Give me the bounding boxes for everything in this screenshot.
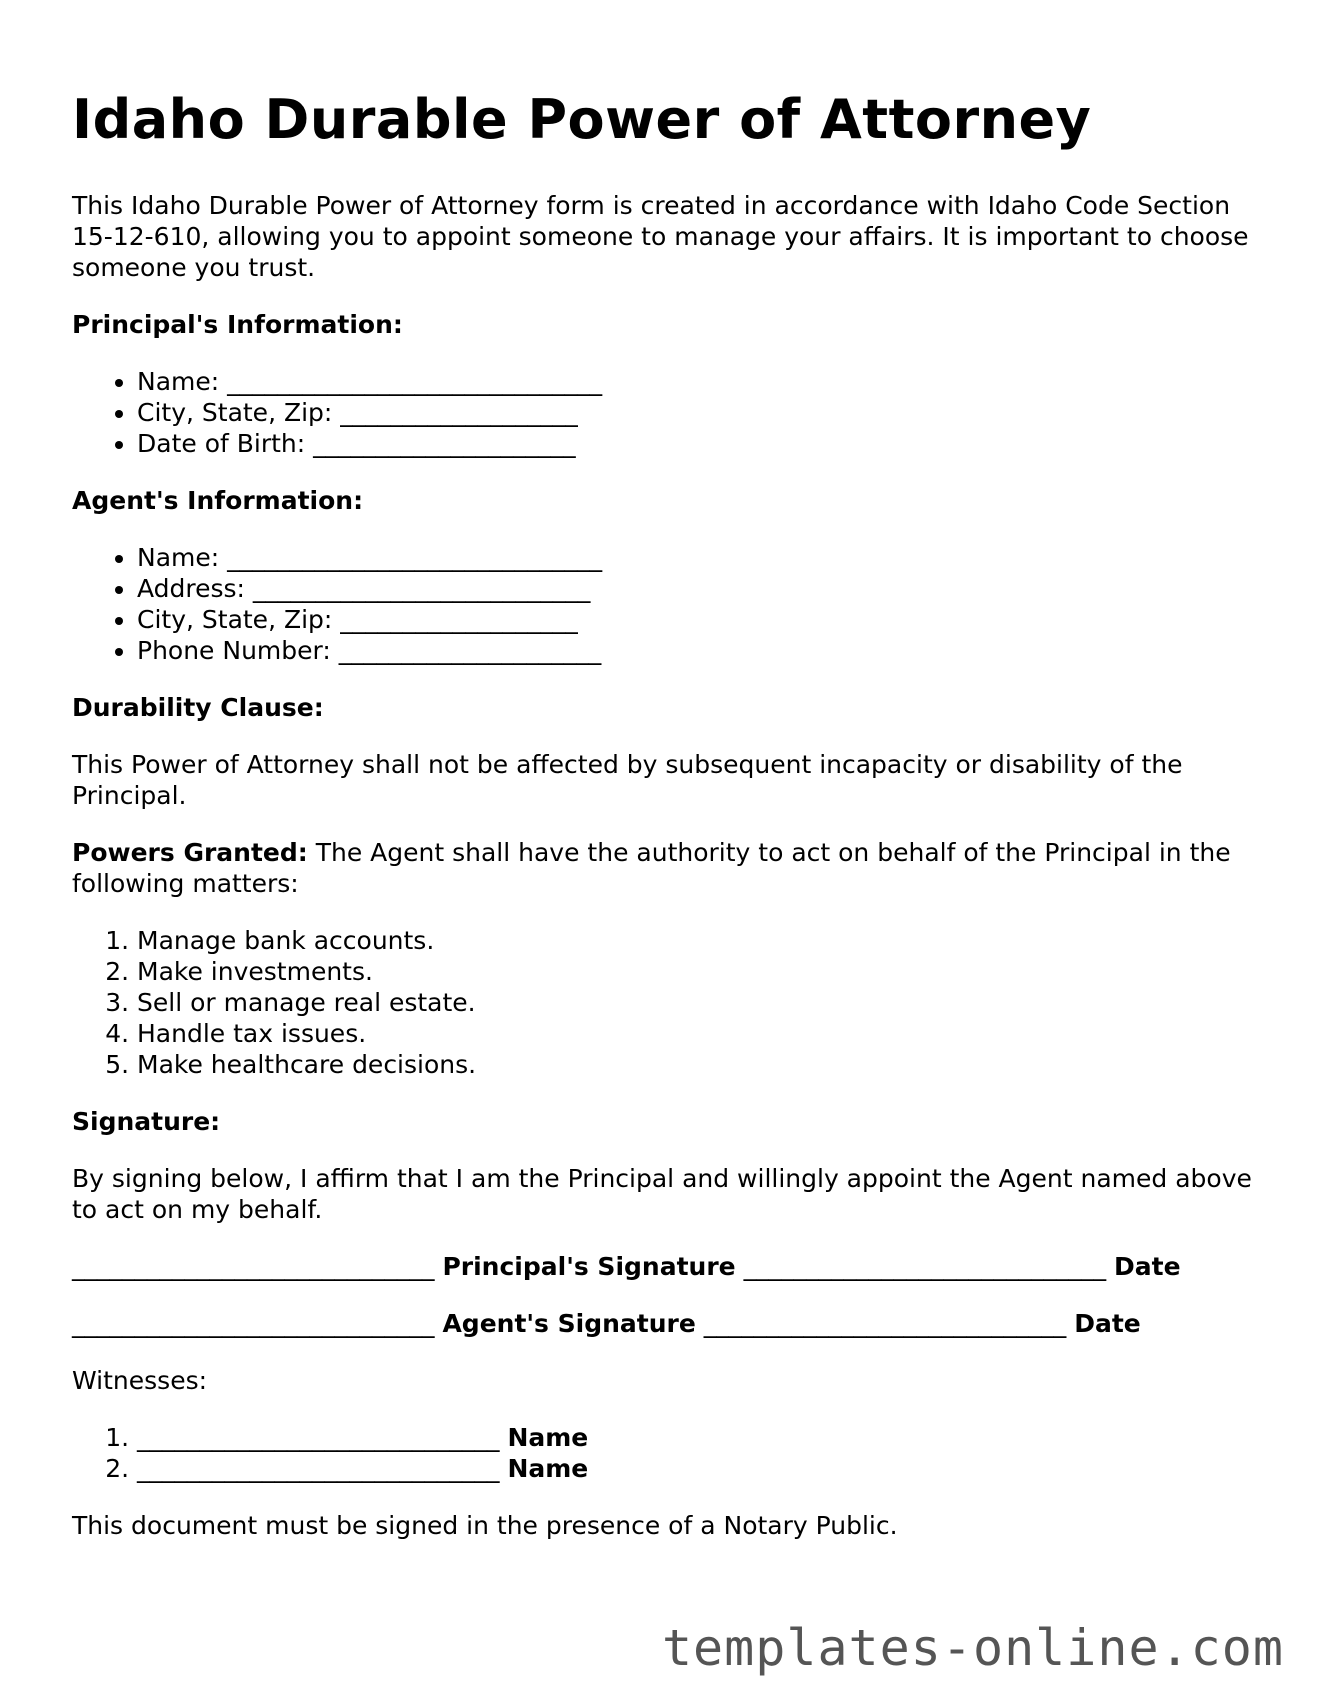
- principal-signature-blank: _____________________________: [72, 1252, 435, 1281]
- powers-list: [72, 925, 1252, 1080]
- agent-city-field: • City, State, Zip: ___________________: [137, 604, 1252, 635]
- principal-dob-field: • Date of Birth: _____________________: [137, 428, 1252, 459]
- power-item: 5. Make healthcare decisions.: [137, 1049, 1252, 1080]
- agent-date-label: Date: [1074, 1309, 1141, 1338]
- principal-city-field: • City, State, Zip: ___________________: [137, 397, 1252, 428]
- principal-name-field: • Name: ______________________________: [137, 366, 1252, 397]
- witness-name-label: Name: [507, 1454, 589, 1483]
- agent-address-field: • Address: ___________________________: [137, 573, 1252, 604]
- durability-heading: Durability Clause:: [72, 693, 324, 722]
- principal-heading: Principal's Information:: [72, 310, 403, 339]
- intro-paragraph: This Idaho Durable Power of Attorney form is created in accordance with Idaho Code Section 15-12-610, allowing you to appoint someone to manage your affairs. It is important to choose someone you trust.: [72, 191, 1249, 282]
- witness-blank: _____________________________: [137, 1423, 500, 1452]
- agent-name-field: • Name: ______________________________: [137, 542, 1252, 573]
- power-item: 4. Handle tax issues.: [137, 1018, 1252, 1049]
- principal-date-label: Date: [1114, 1252, 1181, 1281]
- agent-date-blank: _____________________________: [703, 1309, 1067, 1338]
- power-item: 2. Make investments.: [137, 956, 1252, 987]
- principal-fields: [72, 366, 1252, 459]
- agent-phone-field: • Phone Number: _____________________: [137, 635, 1252, 666]
- agent-fields: [72, 542, 1252, 666]
- powers-text: The Agent shall have the authority to act on behalf of the Principal in the following matters:: [72, 838, 1231, 898]
- witnesses-list: [72, 1422, 1252, 1484]
- principal-date-blank: _____________________________: [743, 1252, 1107, 1281]
- witness-item: [137, 1453, 1252, 1484]
- agent-signature-blank: _____________________________: [72, 1309, 435, 1338]
- power-item: 1. Manage bank accounts.: [137, 925, 1252, 956]
- witness-item: [137, 1422, 1252, 1453]
- signature-text: By signing below, I affirm that I am the Principal and willingly appoint the Agent named above to act on my behalf.: [72, 1164, 1252, 1224]
- watermark: templates-online.com: [661, 1619, 1284, 1677]
- powers-paragraph: [72, 837, 1252, 899]
- witness-name-label: Name: [507, 1423, 589, 1452]
- signature-heading: Signature:: [72, 1107, 221, 1136]
- power-item: 3. Sell or manage real estate.: [137, 987, 1252, 1018]
- agent-heading: Agent's Information:: [72, 486, 364, 515]
- agent-signature-label: Agent's Signature: [442, 1309, 696, 1338]
- witness-blank: _____________________________: [137, 1454, 500, 1483]
- document-title: Idaho Durable Power of Attorney: [72, 88, 1092, 151]
- powers-label: Powers Granted:: [72, 838, 308, 867]
- witnesses-heading: Witnesses:: [72, 1366, 208, 1395]
- principal-signature-line: [72, 1251, 1252, 1282]
- document-page: [72, 88, 1252, 1567]
- principal-signature-label: Principal's Signature: [442, 1252, 736, 1281]
- notary-text: This document must be signed in the presence of a Notary Public.: [72, 1511, 898, 1540]
- durability-text: This Power of Attorney shall not be affected by subsequent incapacity or disability of the Principal.: [72, 750, 1183, 810]
- agent-signature-line: [72, 1308, 1252, 1339]
